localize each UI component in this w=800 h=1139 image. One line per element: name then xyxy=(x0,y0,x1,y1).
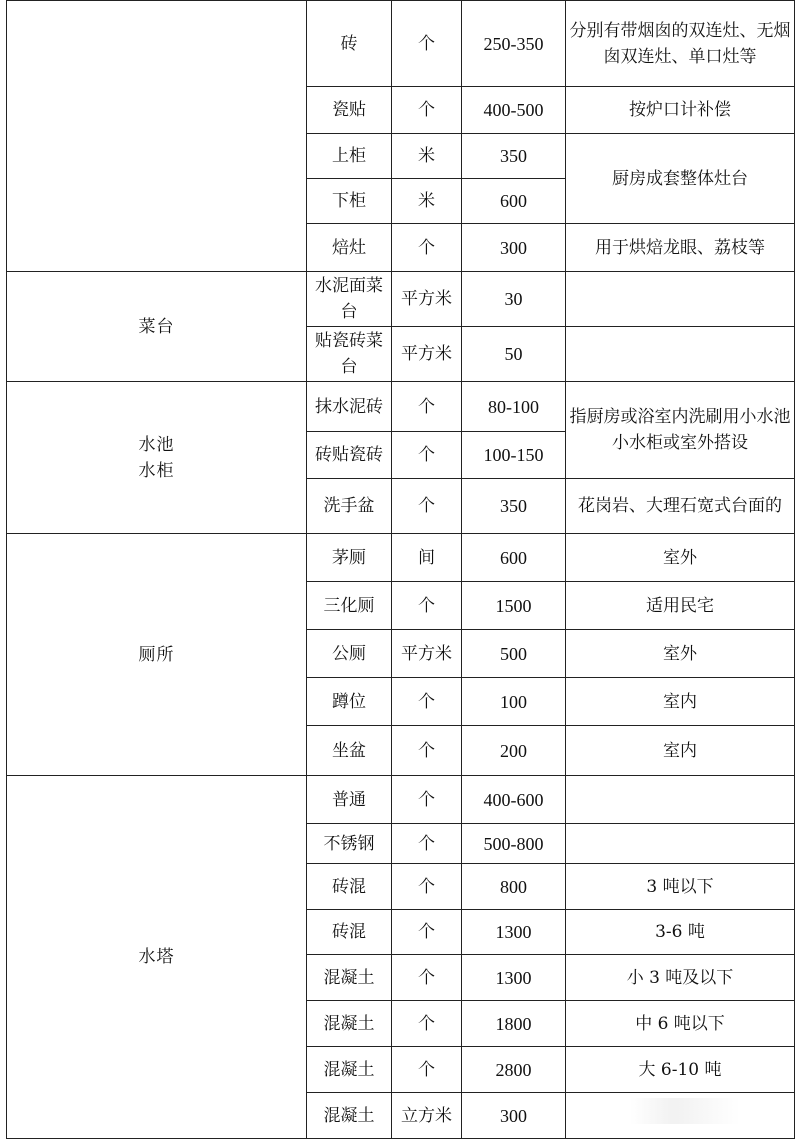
unit-cell: 个 xyxy=(392,432,462,479)
unit-cell: 个 xyxy=(392,1,462,87)
remark-cell xyxy=(566,327,795,382)
remark-cell: 花岗岩、大理石宽式台面的 xyxy=(566,479,795,534)
unit-cell: 个 xyxy=(392,864,462,910)
remark-cell xyxy=(566,824,795,864)
price-cell: 300 xyxy=(462,1093,566,1139)
remark-cell: 小 3 吨及以下 xyxy=(566,955,795,1001)
item-cell: 焙灶 xyxy=(307,224,392,272)
table-row xyxy=(7,272,795,327)
price-cell: 250-350 xyxy=(462,1,566,87)
item-cell: 砖 xyxy=(307,1,392,87)
table-row xyxy=(7,1,795,87)
price-cell: 800 xyxy=(462,864,566,910)
item-cell: 混凝土 xyxy=(307,1093,392,1139)
remark-cell: 厨房成套整体灶台 xyxy=(566,134,795,224)
item-cell: 抹水泥砖 xyxy=(307,382,392,432)
item-cell: 瓷贴 xyxy=(307,87,392,134)
unit-cell: 个 xyxy=(392,479,462,534)
item-cell: 下柜 xyxy=(307,179,392,224)
price-cell: 400-500 xyxy=(462,87,566,134)
remark-cell: 适用民宅 xyxy=(566,582,795,630)
unit-cell: 米 xyxy=(392,179,462,224)
remark-cell: 3-6 吨 xyxy=(566,910,795,955)
unit-cell: 个 xyxy=(392,382,462,432)
table-row xyxy=(7,534,795,582)
remark-cell: 3 吨以下 xyxy=(566,864,795,910)
item-cell: 普通 xyxy=(307,776,392,824)
price-cell: 100-150 xyxy=(462,432,566,479)
price-cell: 2800 xyxy=(462,1047,566,1093)
unit-cell: 个 xyxy=(392,824,462,864)
unit-cell: 间 xyxy=(392,534,462,582)
unit-cell: 个 xyxy=(392,726,462,776)
category-cell xyxy=(7,382,307,534)
price-cell: 500 xyxy=(462,630,566,678)
item-cell: 混凝土 xyxy=(307,955,392,1001)
item-cell: 砖混 xyxy=(307,864,392,910)
unit-cell: 个 xyxy=(392,910,462,955)
remark-cell: 室内 xyxy=(566,726,795,776)
price-cell: 200 xyxy=(462,726,566,776)
remark-cell: 室外 xyxy=(566,630,795,678)
unit-cell: 个 xyxy=(392,776,462,824)
item-cell: 水泥面菜台 xyxy=(307,272,392,327)
unit-cell: 米 xyxy=(392,134,462,179)
category-cell: 水塔 xyxy=(7,776,307,1139)
price-cell: 600 xyxy=(462,534,566,582)
unit-cell: 个 xyxy=(392,224,462,272)
item-cell: 混凝土 xyxy=(307,1001,392,1047)
unit-cell: 个 xyxy=(392,1001,462,1047)
unit-cell: 个 xyxy=(392,678,462,726)
table-row xyxy=(7,382,795,432)
item-cell: 洗手盆 xyxy=(307,479,392,534)
item-cell: 坐盆 xyxy=(307,726,392,776)
item-cell: 贴瓷砖菜台 xyxy=(307,327,392,382)
watermark-smudge xyxy=(630,1098,740,1124)
price-cell: 80-100 xyxy=(462,382,566,432)
price-cell: 500-800 xyxy=(462,824,566,864)
price-cell: 1500 xyxy=(462,582,566,630)
item-cell: 公厕 xyxy=(307,630,392,678)
item-cell: 茅厕 xyxy=(307,534,392,582)
compensation-table xyxy=(6,0,795,1139)
unit-cell: 个 xyxy=(392,955,462,1001)
unit-cell: 个 xyxy=(392,1047,462,1093)
unit-cell: 平方米 xyxy=(392,272,462,327)
category-cell-stove xyxy=(7,1,307,272)
price-cell: 350 xyxy=(462,134,566,179)
category-cell: 厕所 xyxy=(7,534,307,776)
price-cell: 30 xyxy=(462,272,566,327)
price-cell: 1800 xyxy=(462,1001,566,1047)
remark-cell: 指厨房或浴室内洗刷用小水池小水柜或室外搭设 xyxy=(566,382,795,479)
item-cell: 上柜 xyxy=(307,134,392,179)
unit-cell: 立方米 xyxy=(392,1093,462,1139)
item-cell: 砖混 xyxy=(307,910,392,955)
item-cell: 不锈钢 xyxy=(307,824,392,864)
price-cell: 300 xyxy=(462,224,566,272)
price-cell: 100 xyxy=(462,678,566,726)
unit-cell: 平方米 xyxy=(392,630,462,678)
category-cell: 菜台 xyxy=(7,272,307,382)
price-cell: 600 xyxy=(462,179,566,224)
remark-cell: 用于烘焙龙眼、荔枝等 xyxy=(566,224,795,272)
remark-cell: 大 6-10 吨 xyxy=(566,1047,795,1093)
unit-cell: 平方米 xyxy=(392,327,462,382)
remark-cell xyxy=(566,272,795,327)
item-cell: 砖贴瓷砖 xyxy=(307,432,392,479)
item-cell: 蹲位 xyxy=(307,678,392,726)
table-row xyxy=(7,776,795,824)
item-cell: 混凝土 xyxy=(307,1047,392,1093)
remark-cell: 室内 xyxy=(566,678,795,726)
price-cell: 1300 xyxy=(462,910,566,955)
remark-cell: 按炉口计补偿 xyxy=(566,87,795,134)
category-line: 水柜 xyxy=(138,460,175,481)
price-cell: 350 xyxy=(462,479,566,534)
price-cell: 50 xyxy=(462,327,566,382)
remark-cell: 分别有带烟囱的双连灶、无烟囱双连灶、单口灶等 xyxy=(566,1,795,87)
unit-cell: 个 xyxy=(392,87,462,134)
remark-cell: 室外 xyxy=(566,534,795,582)
price-cell: 1300 xyxy=(462,955,566,1001)
remark-cell: 中 6 吨以下 xyxy=(566,1001,795,1047)
unit-cell: 个 xyxy=(392,582,462,630)
price-cell: 400-600 xyxy=(462,776,566,824)
category-line: 水池 xyxy=(138,434,175,455)
remark-cell xyxy=(566,776,795,824)
item-cell: 三化厕 xyxy=(307,582,392,630)
